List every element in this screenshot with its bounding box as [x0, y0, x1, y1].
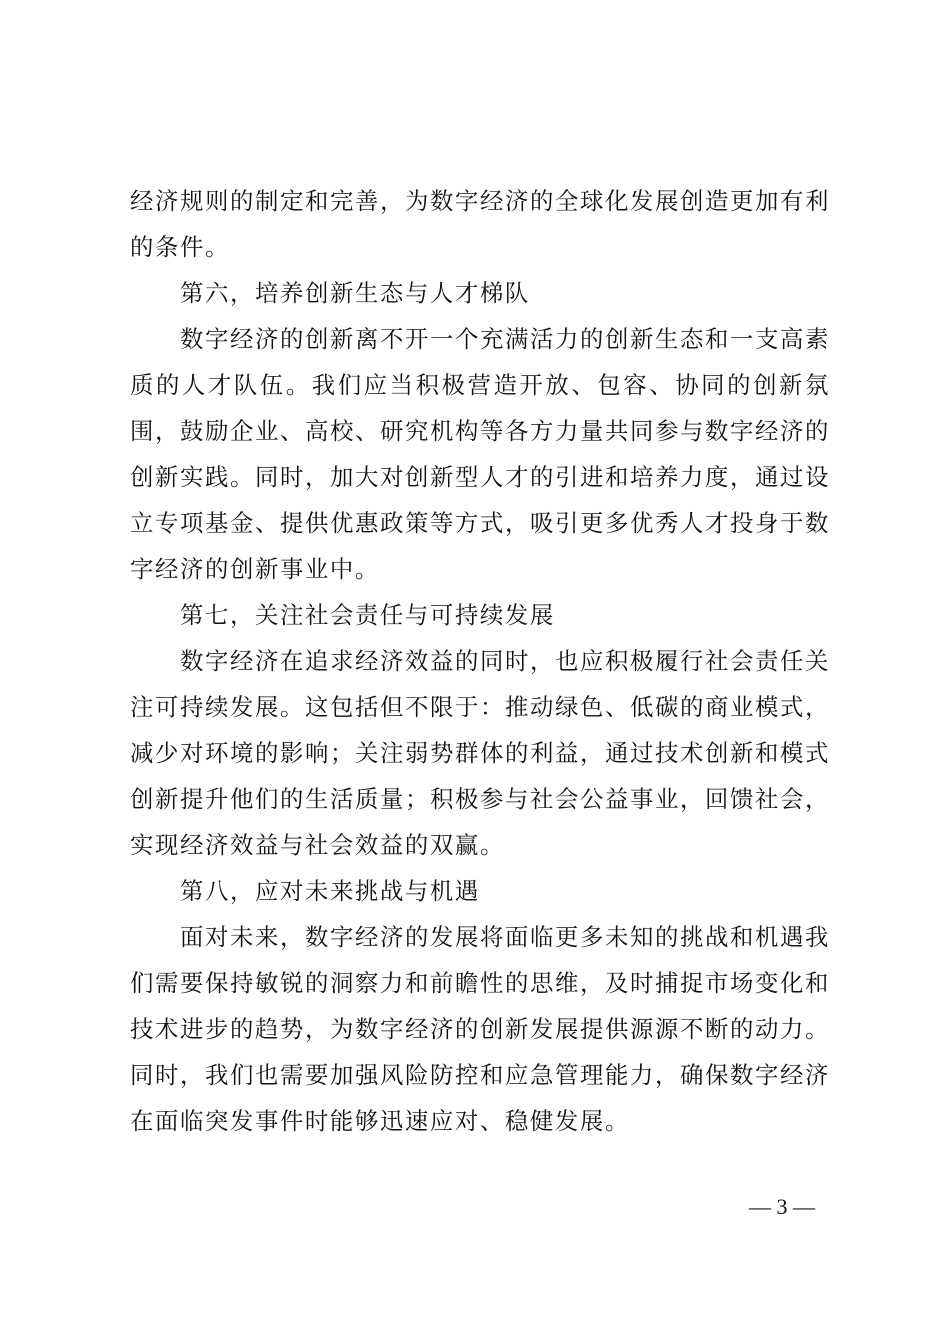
section-heading-eight: 第八，应对未来挑战与机遇 — [180, 877, 480, 905]
section-heading-six: 第六，培养创新生态与人才梯队 — [180, 279, 530, 307]
document-body — [130, 178, 830, 1144]
paragraph-future-challenges: 面对未来，数字经济的发展将面临更多未知的挑战和机遇我们需要保持敏锐的洞察力和前瞻性的思维，及时捕捉市场变化和技术进步的趋势，为数字经济的创新发展提供源源不断的动力。同时，我们也需要加强风险防控和应急管理能力，确保数字经济在面临突发事件时能够迅速应对、稳健发展。 — [130, 923, 830, 1135]
section-heading-seven: 第七，关注社会责任与可持续发展 — [180, 601, 555, 629]
paragraph-social-responsibility: 数字经济在追求经济效益的同时，也应积极履行社会责任关注可持续发展。这包括但不限于：推动绿色、低碳的商业模式，减少对环境的影响；关注弱势群体的利益，通过技术创新和模式创新提升他们的生活质量；积极参与社会公益事业，回馈社会，实现经济效益与社会效益的双赢。 — [130, 647, 830, 859]
paragraph-innovation-ecosystem: 数字经济的创新离不开一个充满活力的创新生态和一支高素质的人才队伍。我们应当积极营造开放、包容、协同的创新氛围，鼓励企业、高校、研究机构等各方力量共同参与数字经济的创新实践。同时，加大对创新型人才的引进和培养力度，通过设立专项基金、提供优惠政策等方式，吸引更多优秀人才投身于数字经济的创新事业中。 — [130, 325, 830, 583]
paragraph-continuation: 经济规则的制定和完善，为数字经济的全球化发展创造更加有利的条件。 — [130, 187, 830, 261]
page-number: — 3 — — [749, 1194, 815, 1219]
